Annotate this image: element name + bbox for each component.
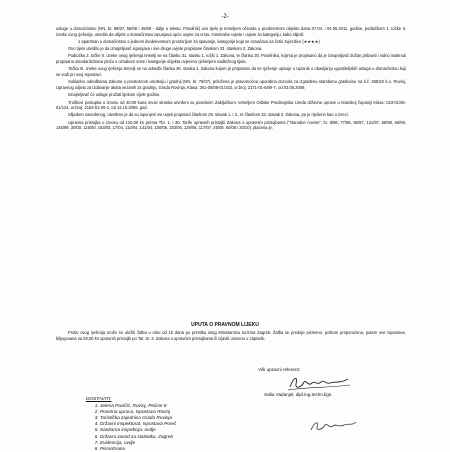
body-text <box>56 26 406 133</box>
distribution-item: 1. Jelena Pavičić, Rovinj, Pećine 8 <box>100 403 176 409</box>
distribution-title: DOSTAVITI: <box>86 396 112 401</box>
distribution-item: 5. Sanitarna inspekcija, ovdje <box>100 427 176 433</box>
distribution-item: 2. Porezna uprava, Ispostava Rovinj <box>100 409 176 415</box>
distribution-item: 3. Turistička zajednica Grada Rovinja <box>100 415 176 421</box>
paragraph-registry: Točka III. izreke ovog rješenja temelji se na odredbi članka 36. stavka 1. Zakona kojom je propisano da se rješenje upisuje u Upisnik o obavljanju ugostiteljskih usluga u domaćinstvu koji se vodi pri ovoj Ispostavi. <box>56 66 406 78</box>
paragraph-costs: Troškovi postupka u iznosu od 40,00 kuna snosi stranka utvrđeni su posebnim Zaključkom, temeljem Odluke Predstojnika Ureda državne uprave u Istarskoj županiji Klasa: 023-01/06-01/124, ur.broj: 2163-01-06-1, od 12.10.2006. god. <box>56 99 406 111</box>
paragraph-apartment: 1 apartman u domaćinstvu s jednom dvokrevetnom prostorijom za spavanje, kategorije koja se označava sa četiri zvjezdice (★★★★) <box>78 38 320 44</box>
distribution-list <box>86 396 176 452</box>
paragraph-other-conditions: Ovo tijelo utvrdilo je da iznajmljivač ispunjava i sve druge uvjete propisane člankom 33. stavkom 2. Zakona. <box>68 46 263 52</box>
handwritten-signature <box>286 374 356 392</box>
appeal-block <box>56 330 406 343</box>
distribution-item: 8. Pismohrana <box>100 446 176 452</box>
signature-title: Viši upravni referent: <box>258 367 301 372</box>
distribution-item: 4. Državni inspektorat, Ispostava Poreč <box>100 421 176 427</box>
paragraph-use-permit: Sukladno odredbama Zakona o prostornom uređenju i gradnji (NN, br. 76/07), priložena je pravomoćna uporabna dozvola za izgrađenu stambenu građevinu na k.č. 6583/2 k.o. Rovinj, Upravnog odjela za izdavanje akata vezanih za gradnju, Grada Rovinja, Klasa: 361-05/08-01/153, ur.broj: 2171-01-6/09-7, od 03.06.2009. <box>56 79 406 91</box>
appeal-heading: UPUTA O PRAVNOM LIJEKU <box>191 322 259 328</box>
paragraph-fee: Upravna pristojba u iznosu od 120,00 kn prema Tbr. 1. i 30. Tarife upravnih pristojbi Zakona o upravnim pristojbama ("Narodne novine", br. 8/96, 77/96, 95/97, 131/97, 68/98, 66/99, 145/99, 30/00, 116/00, 163/03, 17/04, 110/04, 141/04, 150/05, 153/05, 129/06, 117/07, 25/08, 60/08 i 20/10), plaćena je. <box>56 119 406 131</box>
distribution-item: 7. Evidencija, ovdje <box>100 440 176 446</box>
signature-name: Saša Vadanjel, dipl.ing.techn.lign. <box>264 392 333 397</box>
distribution-item: 6. Državni zavod za statistiku, Zagreb <box>100 434 176 440</box>
appeal-text: Protiv ovog rješenja može se uložiti žalba u roku od 15 dana po primitku istog Ministarstvu turizma Zagreb. Žalba se predaje pismeno, poštom preporučeno, putem ove Ispostave, biljegovana sa 50,00 kn upravnih pristojbi po Tar. br. 3. Zakona o upravnim pristojbama ili izjaviti usmeno u zapisnik. <box>56 330 406 341</box>
page-number: -2- <box>221 14 229 20</box>
paragraph-sign-plate: Podtočka 2. točke II. izreke ovog rješenja temelji se na članku 31. stavku 1. točki 1. Zakona, te članku 30. Pravilnika, kojima je propisano da je iznajmljivač dužan pribaviti i vidno istaknuti propisanu standardiziranu ploču s oznakom vrste i kategorije objekta ovjerenu rješenjem nadležnog tijela. <box>56 53 406 65</box>
secondary-signature <box>308 418 358 434</box>
paragraph-inspection: usluge u domaćinstvu (NN, br. 88/07, 58/08 i 45/09 - dalje u tekstu: Pravilnik) ovo tijelo je temeljem očevida u predmetnom objektu dana 07.04. i 04.05.2011. godine, podtočkom 1. točke II. izreke ovog rješenja, utvrdilo da objekt u domaćinstvu ispunjava opće uvjete za vrstu, minimalne uvjete i uvjete za kategoriju, kako slijedi: <box>56 26 406 37</box>
paragraph-conclusion: Slijedom navedenog, utvrđeno je da su ispunjeni svi uvjeti propisani člankom 29. stavak 1. i 3., te člankom 33. stavak 2. Zakona, pa je riješeno kao u izreci. <box>68 112 349 118</box>
paragraph-service-period: Iznajmljivač će usluge pružati tijekom cijele godine. <box>68 92 161 98</box>
